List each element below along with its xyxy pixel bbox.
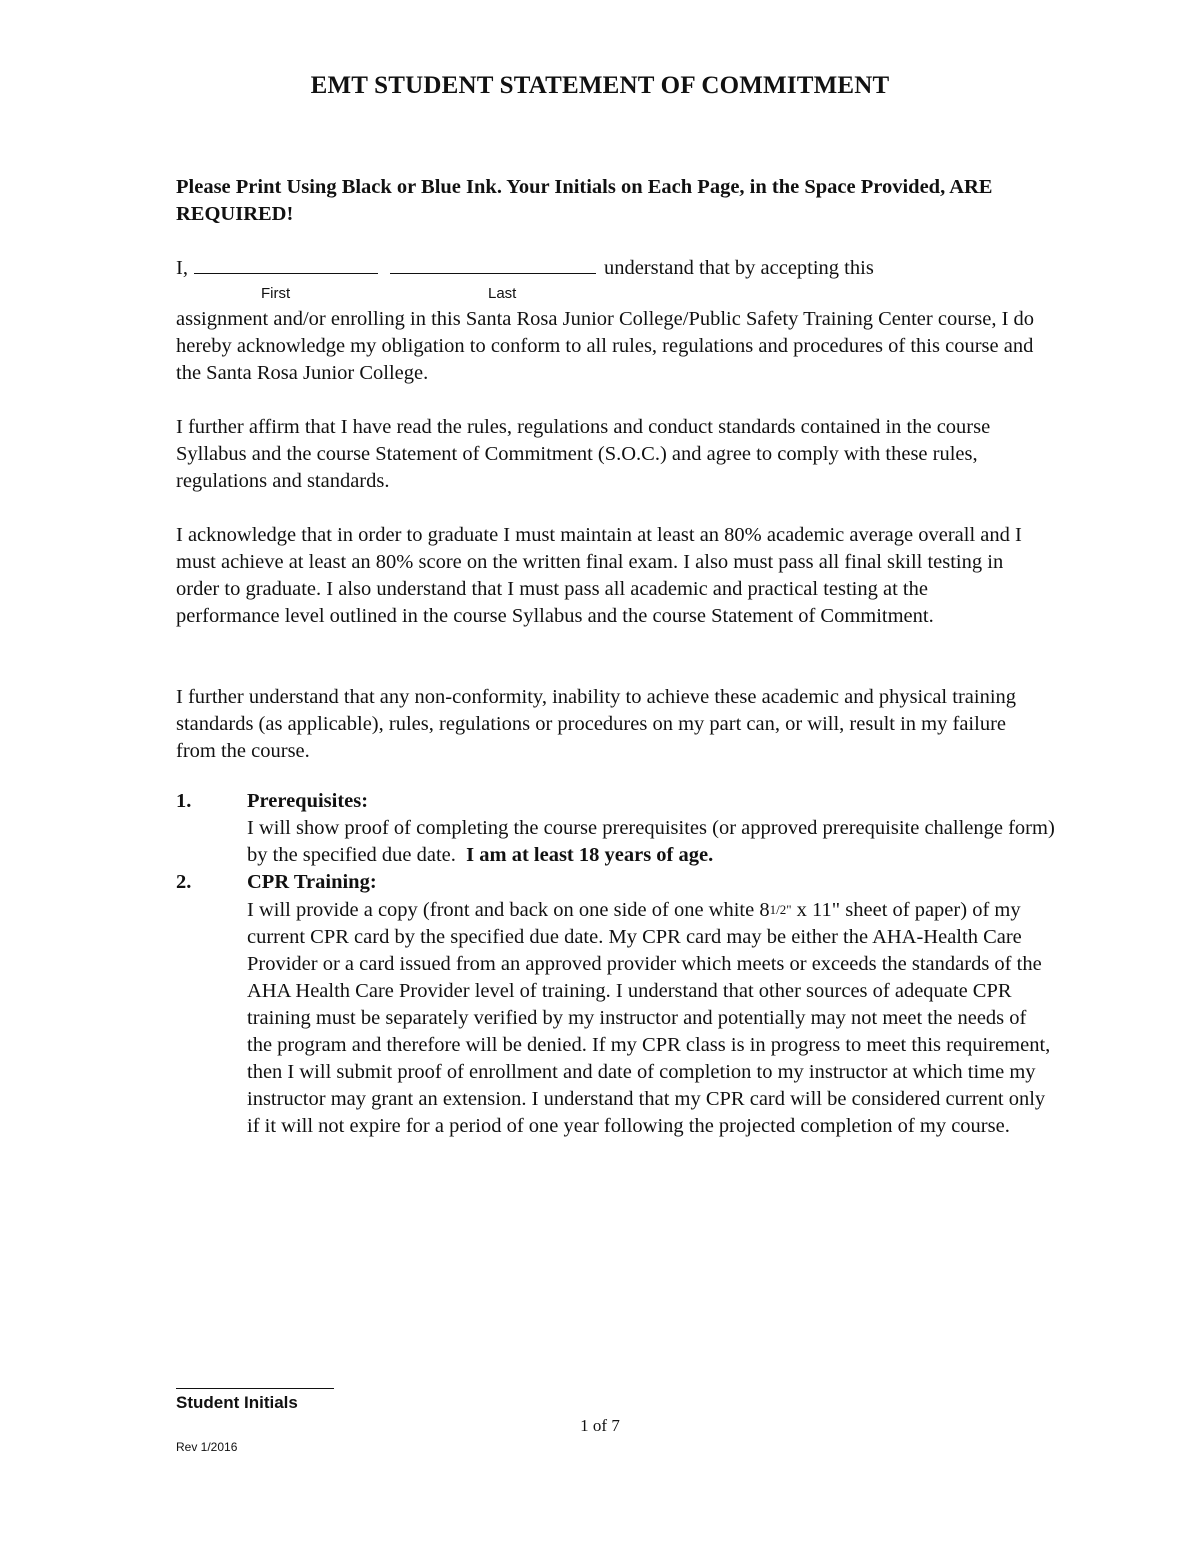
last-name-blank (390, 255, 596, 274)
first-name-blank (194, 255, 378, 274)
list-item-heading: Prerequisites: (247, 790, 369, 812)
paper-size-fraction: 1/2" (769, 902, 792, 917)
document-title: EMT STUDENT STATEMENT OF COMMITMENT (310, 72, 890, 99)
list-item (176, 869, 1056, 1140)
initials-signature-line (176, 1388, 334, 1389)
list-item-text (247, 815, 1056, 869)
list-item-number: 2. (176, 871, 192, 893)
commitment-paragraph: assignment and/or enrolling in this Santa Rosa Junior College/Public Safety Training Center course, I do hereby acknowledge my obligation to conform to all rules, regulations and procedures of this course and the Santa Rosa Junior College. (176, 308, 1035, 384)
page-number: 1 of 7 (580, 1416, 620, 1435)
list-item-number: 1. (176, 790, 192, 812)
nonconformity-paragraph: I further understand that any non-conformity, inability to achieve these academic and physical training standards (as applicable), rules, regulations or procedures on my part can, or will, result in my failure from the course. (176, 686, 1017, 762)
last-name-label: Last (488, 285, 517, 302)
prerequisites-text: I will show proof of completing the course prerequisites (or approved prerequisite challenge form) by the specified due date. (247, 817, 1055, 866)
first-name-label: First (261, 285, 291, 302)
age-requirement: I am at least 18 years of age. (466, 844, 714, 866)
name-statement-line (176, 255, 874, 282)
list-item-heading: CPR Training: (247, 871, 377, 893)
list-item (176, 788, 1056, 869)
student-initials-label: Student Initials (176, 1393, 298, 1412)
ink-instructions: Please Print Using Black or Blue Ink. Your Initials on Each Page, in the Space Provided, ARE REQUIRED! (176, 176, 993, 225)
list-item-text (247, 896, 1056, 1140)
cpr-text-start: I will provide a copy (front and back on one side of one white 8 (247, 899, 770, 921)
name-suffix: understand that by accepting this (603, 257, 874, 279)
revision-label: Rev 1/2016 (176, 1440, 238, 1454)
cpr-text-rest: x 11" sheet of paper) of my current CPR card by the specified due date. My CPR card may be either the AHA-Health Care Provider or a card issued from an approved provider which meets or exceeds the standards of the AHA Health Care Provider level of training. I understand that other sources of adequate CPR training must be separately verified by my instructor and potentially may not meet the needs of the program and therefore will be denied. If my CPR class is in progress to meet this requirement, then I will submit proof of enrollment and date of completion to my instructor at which time my instructor may grant an extension. I understand that my CPR card will be considered current only if it will not expire for a period of one year following the projected completion of my course. (247, 899, 1051, 1137)
graduation-paragraph: I acknowledge that in order to graduate I must maintain at least an 80% academic average overall and I must achieve at least an 80% score on the written final exam. I also must pass all final skill testing in order to graduate. I also understand that I must pass all academic and practical testing at the performance level outlined in the course Syllabus and the course Statement of Commitment. (176, 524, 1022, 627)
requirements-list (176, 788, 1056, 1140)
name-prefix: I, (176, 257, 188, 279)
affirmation-paragraph: I further affirm that I have read the rules, regulations and conduct standards contained in the course Syllabus and the course Statement of Commitment (S.O.C.) and agree to comply with these rules, regulations and standards. (176, 416, 991, 492)
